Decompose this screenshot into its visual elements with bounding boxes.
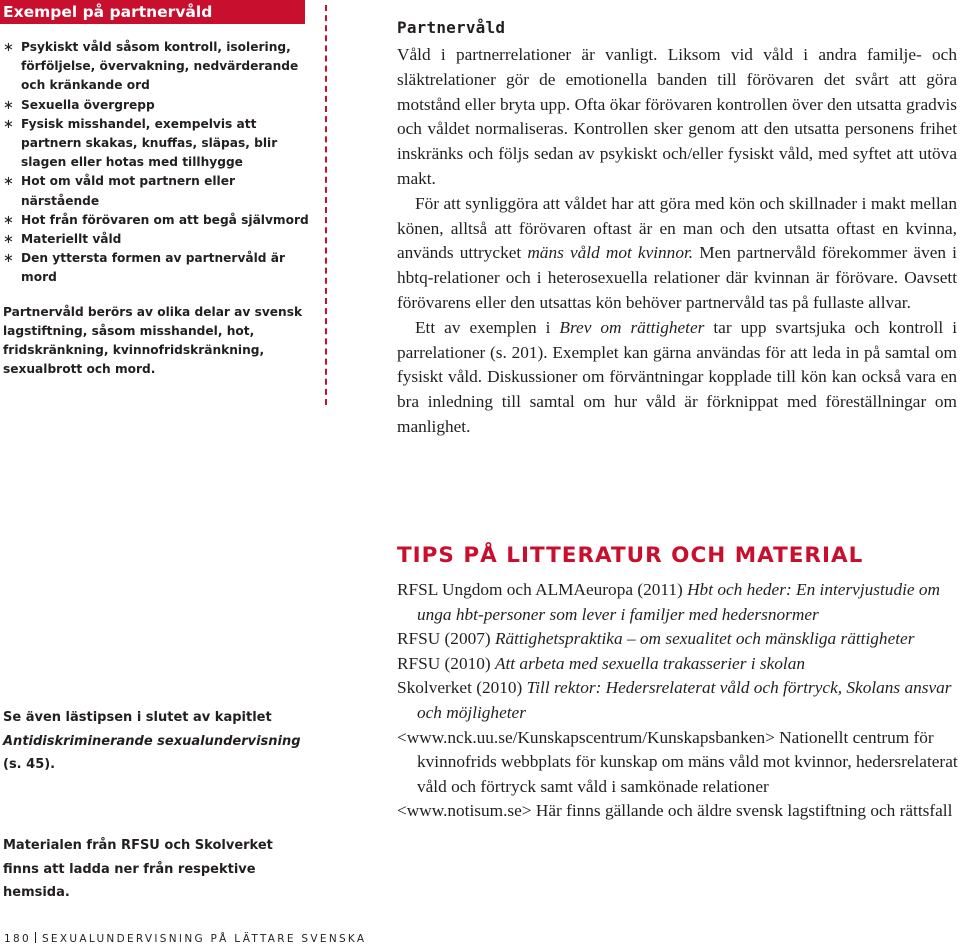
asterisk-bullet-icon: ∗ — [3, 97, 14, 113]
list-item: ∗ Fysisk misshandel, exempelvis att partnern skakas, knuffas, släpas, blir slagen eller hotas med tillhygge — [3, 116, 278, 170]
tips-list — [397, 578, 960, 824]
asterisk-bullet-icon: ∗ — [3, 212, 14, 228]
tips-heading: TIPS PÅ LITTERATUR OCH MATERIAL — [397, 543, 864, 568]
asterisk-bullet-icon: ∗ — [3, 116, 14, 132]
list-item: ∗ Hot från förövaren om att begå självmord — [0, 211, 312, 230]
list-item: Skolverket (2010) Till rektor: Hedersrelaterat våld och förtryck, Skolans ansvar och möjligheter — [397, 678, 952, 722]
list-item: ∗ Hot om våld mot partnern eller närstående — [3, 174, 235, 208]
asterisk-bullet-icon: ∗ — [3, 251, 14, 267]
example-bullet-list — [0, 38, 312, 288]
list-item: ∗ Den yttersta formen av partnervåld är mord — [3, 251, 285, 285]
asterisk-bullet-icon: ∗ — [3, 174, 14, 190]
asterisk-bullet-icon: ∗ — [3, 40, 14, 55]
example-box — [0, 0, 312, 379]
list-item: RFSU (2007) Rättighetspraktika – om sexualitet och mänskliga rättigheter — [397, 629, 915, 649]
footer-separator — [35, 932, 36, 943]
asterisk-bullet-icon: ∗ — [3, 232, 14, 248]
dashed-divider — [325, 5, 327, 405]
list-item: ∗ Psykiskt våld såsom kontroll, isolering, förföljelse, övervakning, nedvärderande och kränkande ord — [3, 40, 299, 93]
article-paragraph-2: För att synliggöra att våldet har att göra med kön och skillnader i makt mellan könen, alltså att förövaren oftast är en man och den utsatta oftast en kvinna, används uttrycket mäns våld mot kvinnor. Men partnervåld förekommer även i hbtq-relationer och i heterosexuella relationer där kvinnan är förövare. Oavsett förövarens eller den utsattas kön behöver partnervåld tas på fullaste allvar. — [397, 193, 957, 312]
book-title: SEXUALUNDERVISNING PÅ LÄTTARE SVENSKA — [41, 933, 367, 945]
article-paragraph-3: Ett av exemplen i Brev om rättigheter tar upp svartsjuka och kontroll i parrelationer (s. 201). Exemplet kan gärna användas för att leda in på samtal om fysiskt våld. Diskussioner om förväntningar kopplade till kön kan också vara en bra inledning till samtal om hur våld är förknippat med föreställningar om manlighet. — [397, 317, 957, 436]
list-item: RFSU (2010) Att arbeta med sexuella trakasserier i skolan — [397, 653, 806, 673]
article-paragraph-1: Våld i partnerrelationer är vanligt. Liksom vid våld i andra familje- och släktrelationer gör de emotionella banden till förövaren det svårt att göra motstånd eller bryta upp. Ofta ökar förövaren kontrollen över den utsatta gradvis och våldet normaliseras. Kontrollen sker genom att den utsatta personens frihet inskränks och följs sedan av psykiskt och/eller fysiskt våld, med syftet att utöva makt. — [397, 45, 957, 188]
example-box-title: Exempel på partnervåld — [0, 0, 305, 24]
list-item: ∗ Sexuella övergrepp — [0, 96, 312, 115]
page-number: 180 — [4, 933, 31, 945]
list-item: <www.nck.uu.se/Kunskapscentrum/Kunskapsbanken> Nationellt centrum för kvinnofrids webbplats för kunskap om mäns våld mot kvinnor, hedersrelaterat våld och förtryck samt våld i samkönade relationer — [397, 727, 958, 796]
reading-tip-note: Se även lästipsen i slutet av kapitlet Antidiskriminerande sexualundervisning (s. 45). — [3, 710, 301, 772]
article-heading: Partnervåld — [397, 18, 506, 37]
download-note: Materialen från RFSU och Skolverket finns att ladda ner från respektive hemsida. — [3, 838, 273, 900]
article — [397, 18, 957, 440]
list-item: ∗ Materiellt våld — [0, 230, 312, 249]
example-box-paragraph: Partnervåld berörs av olika delar av svensk lagstiftning, såsom misshandel, hot, fridskränkning, kvinnofridskränkning, sexualbrott och mord. — [3, 304, 303, 377]
list-item: <www.notisum.se> Här finns gällande och äldre svensk lagstiftning och rättsfall — [397, 801, 953, 821]
page-footer — [4, 932, 366, 945]
list-item: RFSL Ungdom och ALMAeuropa (2011) Hbt och heder: En intervjustudie om unga hbt-personer som lever i familjer med hedersnormer — [397, 580, 941, 624]
